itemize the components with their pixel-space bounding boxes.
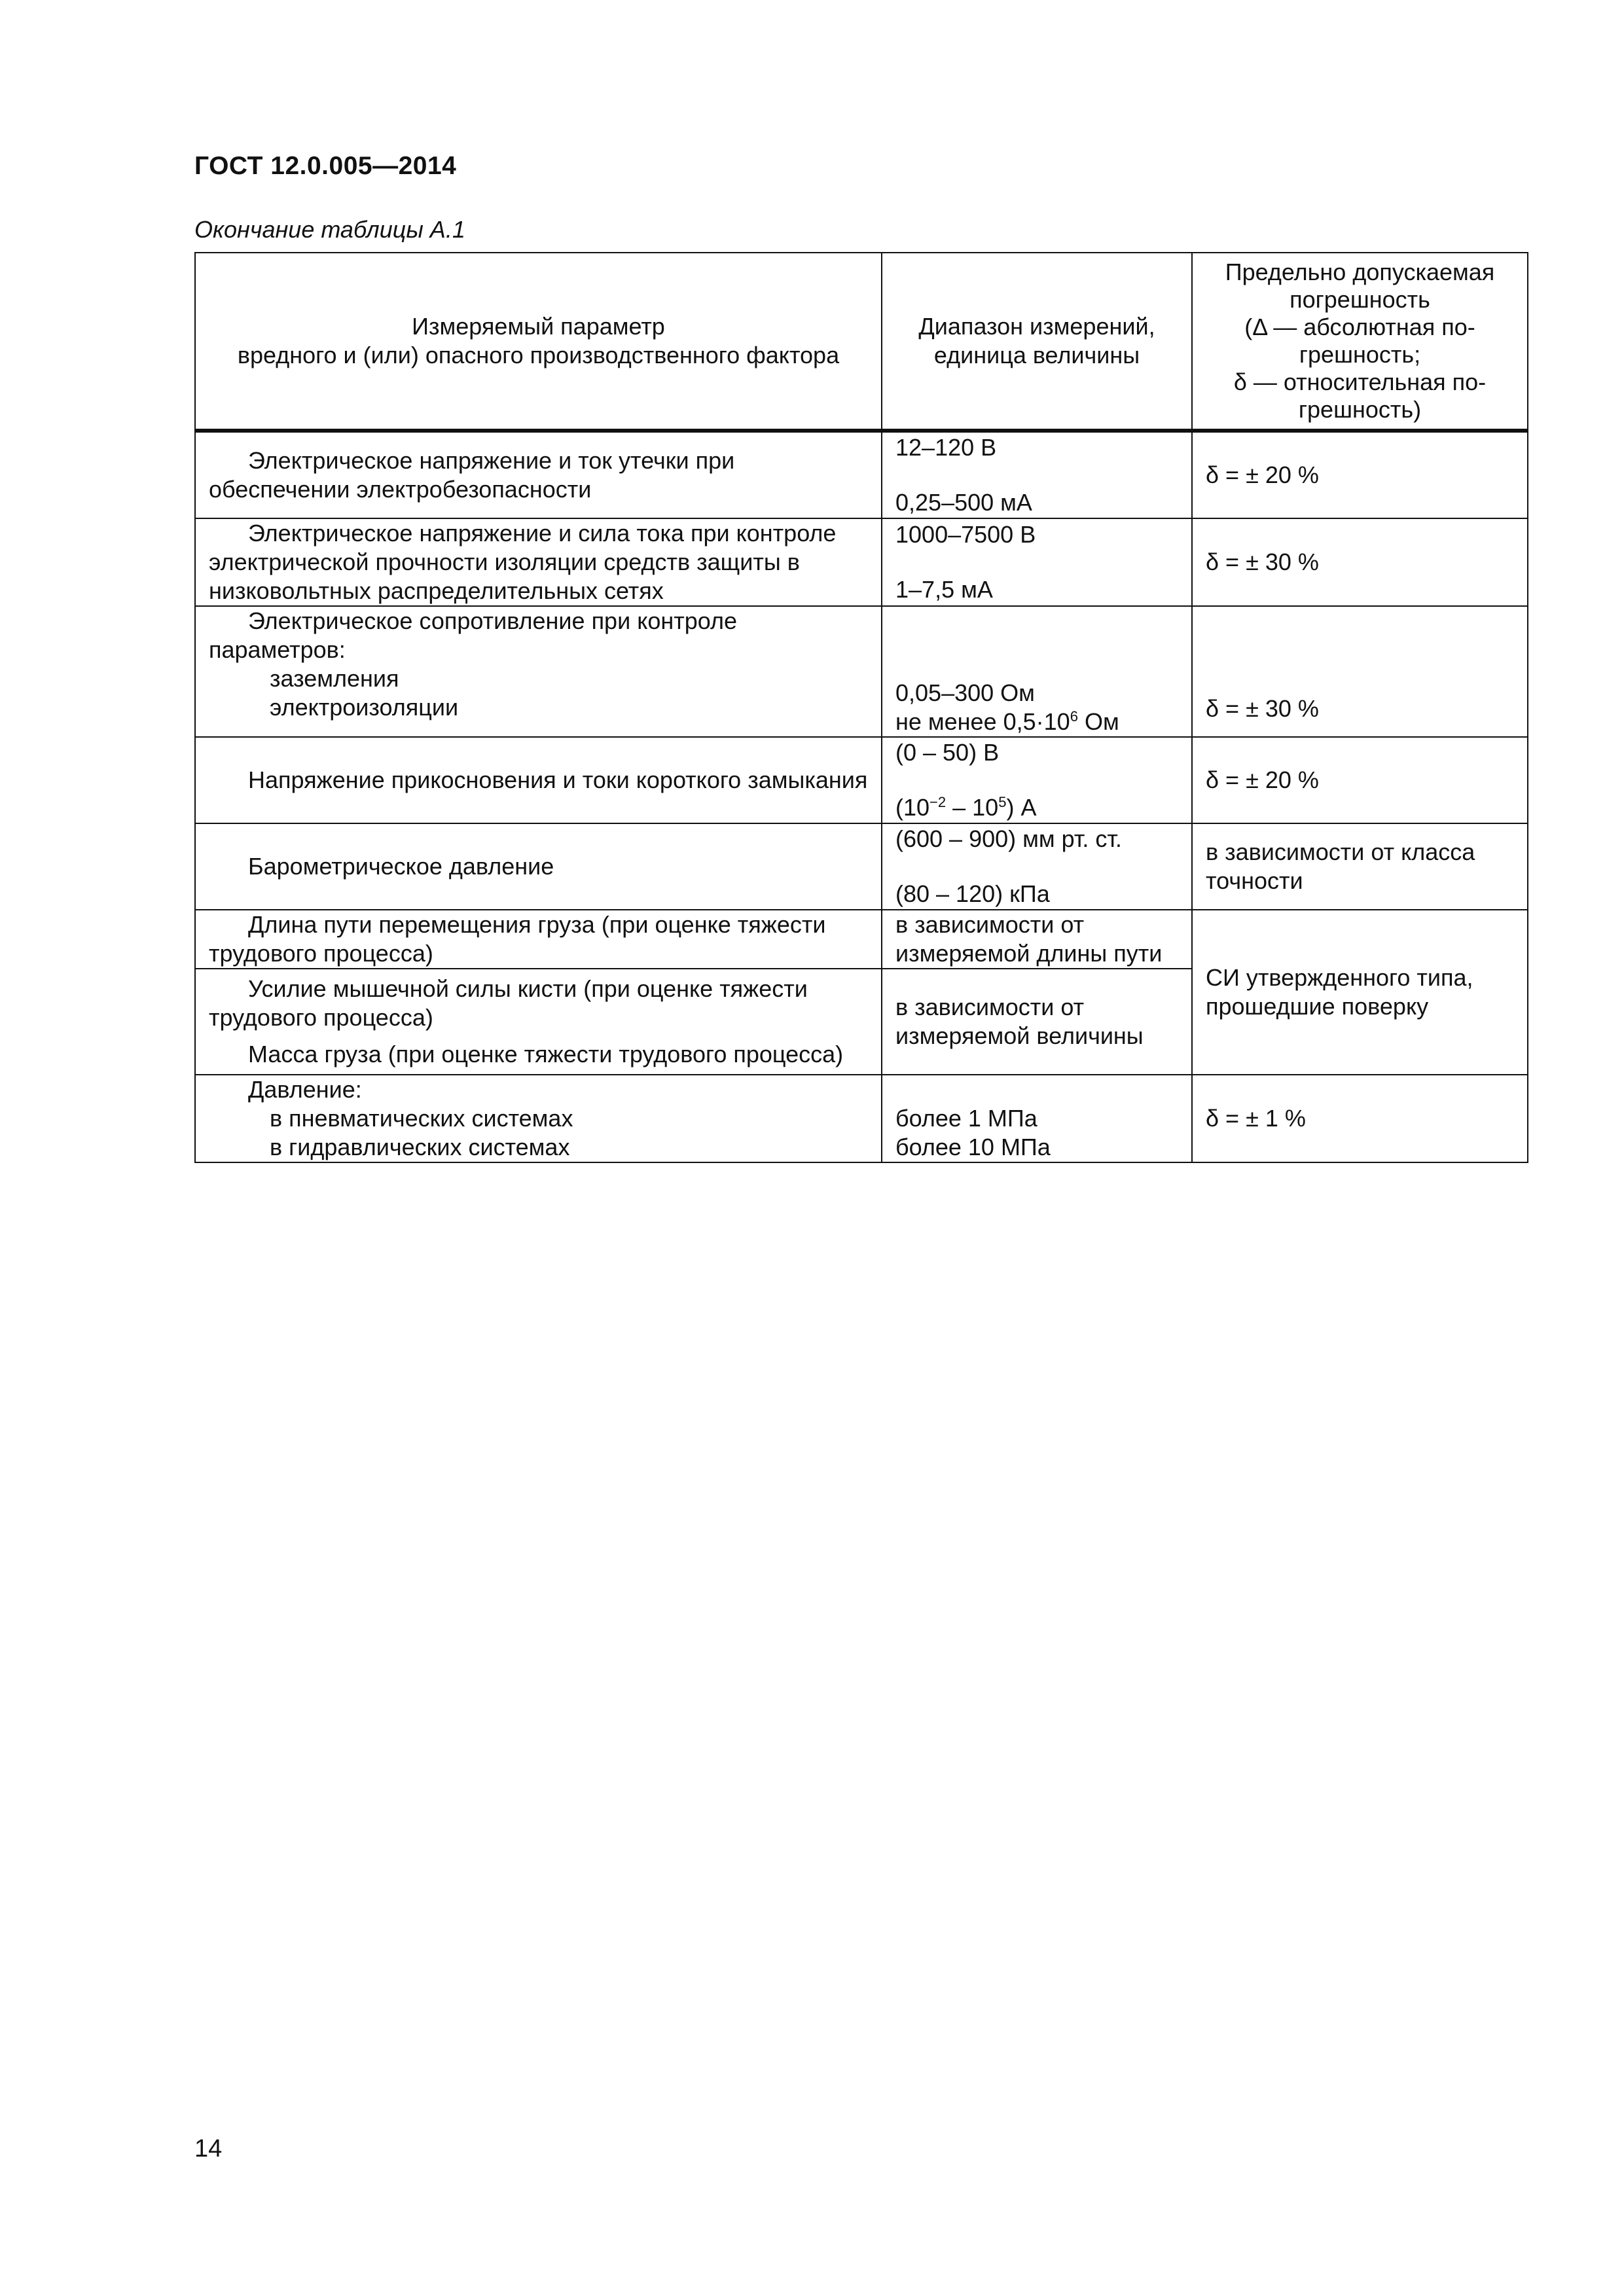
error-cell: δ = ± 20 % xyxy=(1192,737,1528,823)
param-sub-item: заземления xyxy=(270,665,399,692)
header-range xyxy=(882,253,1192,431)
param-cell xyxy=(195,431,882,518)
table-row xyxy=(195,737,1528,823)
error-cell: δ = ± 20 % xyxy=(1192,431,1528,518)
range-value-b: более 10 МПа xyxy=(895,1134,1051,1160)
table-row xyxy=(195,1075,1528,1162)
param-text: Барометрическое давление xyxy=(248,853,554,880)
range-value-b: (80 – 120) кПа xyxy=(895,880,1050,907)
param-text: Электрическое сопротивление при контроле параметров: xyxy=(209,607,738,663)
param-text: Усилие мышечной силы кисти (при оценке тяжести трудового процесса) xyxy=(209,975,808,1031)
table-caption: Окончание таблицы А.1 xyxy=(194,216,465,243)
param-sub-item: электроизоляции xyxy=(270,694,459,721)
error-cell: δ = ± 1 % xyxy=(1192,1075,1528,1162)
range-cell xyxy=(882,606,1192,737)
table-row xyxy=(195,606,1528,737)
range-cell xyxy=(882,823,1192,910)
range-value-a: 0,05–300 Ом xyxy=(895,679,1035,706)
header-parameter xyxy=(195,253,882,431)
error-cell: СИ утвержденного типа, прошедшие поверку xyxy=(1192,910,1528,1075)
range-value-a: 1000–7500 В xyxy=(895,521,1036,548)
error-cell: δ = ± 30 % xyxy=(1192,606,1528,737)
measurement-table xyxy=(194,252,1528,1163)
param-text: Напряжение прикосновения и токи короткого замыкания xyxy=(248,766,868,793)
table-row xyxy=(195,518,1528,606)
range-value-b: $(10^{-2} - 10^5)$ А xyxy=(895,794,1037,821)
range-value-b: 0,25–500 мА xyxy=(895,489,1032,516)
param-cell xyxy=(195,969,882,1075)
table-row xyxy=(195,431,1528,518)
range-cell xyxy=(882,518,1192,606)
param-cell xyxy=(195,737,882,823)
param-sub-item: в гидравлических системах xyxy=(270,1134,570,1160)
param-sub-item: в пневматических системах xyxy=(270,1105,573,1132)
table-header-row xyxy=(195,253,1528,431)
table-row xyxy=(195,823,1528,910)
header-parameter-line1: Измеряемый параметр xyxy=(412,313,665,340)
error-cell: в зависимости от класса точности xyxy=(1192,823,1528,910)
range-cell xyxy=(882,737,1192,823)
range-cell: в зависимости от измеряемой величины xyxy=(882,969,1192,1075)
param-text: Электрическое напряжение и ток утечки при обеспечении электробезопасности xyxy=(209,447,735,503)
document-header: ГОСТ 12.0.005—2014 xyxy=(194,152,457,180)
range-value-a: (600 – 900) мм рт. ст. xyxy=(895,825,1122,852)
param-text: Масса груза (при оценке тяжести трудового процесса) xyxy=(248,1041,844,1067)
table-row xyxy=(195,910,1528,969)
header-error-line4: грешность; xyxy=(1299,341,1421,368)
param-cell xyxy=(195,1075,882,1162)
range-value-a: (0 – 50) В xyxy=(895,739,1000,766)
param-text: Электрическое напряжение и сила тока при контроле электрической прочности изоляции средств защиты в низковольтных распределительных сетях xyxy=(209,520,837,604)
range-value-a: более 1 МПа xyxy=(895,1105,1038,1132)
header-parameter-line2: вредного и (или) опасного производственного фактора xyxy=(237,342,840,368)
header-range-line2: единица величины xyxy=(933,342,1140,368)
header-error-line5: δ — относительная по- xyxy=(1233,368,1487,395)
range-cell xyxy=(882,431,1192,518)
range-cell xyxy=(882,1075,1192,1162)
header-error-line3: (Δ — абсолютная по- xyxy=(1244,314,1475,340)
range-value-a: 12–120 В xyxy=(895,434,997,461)
page-number: 14 xyxy=(194,2135,223,2162)
range-value-b: не менее $0,5\cdot 10^6$ Ом xyxy=(895,708,1119,735)
param-cell xyxy=(195,910,882,969)
header-error-line2: погрешность xyxy=(1290,286,1430,313)
error-cell: δ = ± 30 % xyxy=(1192,518,1528,606)
header-error-line1: Предельно допускаемая xyxy=(1225,259,1495,285)
range-value-b: 1–7,5 мА xyxy=(895,576,993,603)
param-cell xyxy=(195,823,882,910)
range-cell: в зависимости от измеряемой длины пути xyxy=(882,910,1192,969)
param-cell xyxy=(195,606,882,737)
header-error-line6: грешность) xyxy=(1298,396,1422,423)
param-cell xyxy=(195,518,882,606)
header-error xyxy=(1192,253,1528,431)
param-text: Длина пути перемещения груза (при оценке тяжести трудового процесса) xyxy=(209,911,826,967)
header-range-line1: Диапазон измерений, xyxy=(918,313,1155,340)
param-text: Давление: xyxy=(248,1076,362,1103)
